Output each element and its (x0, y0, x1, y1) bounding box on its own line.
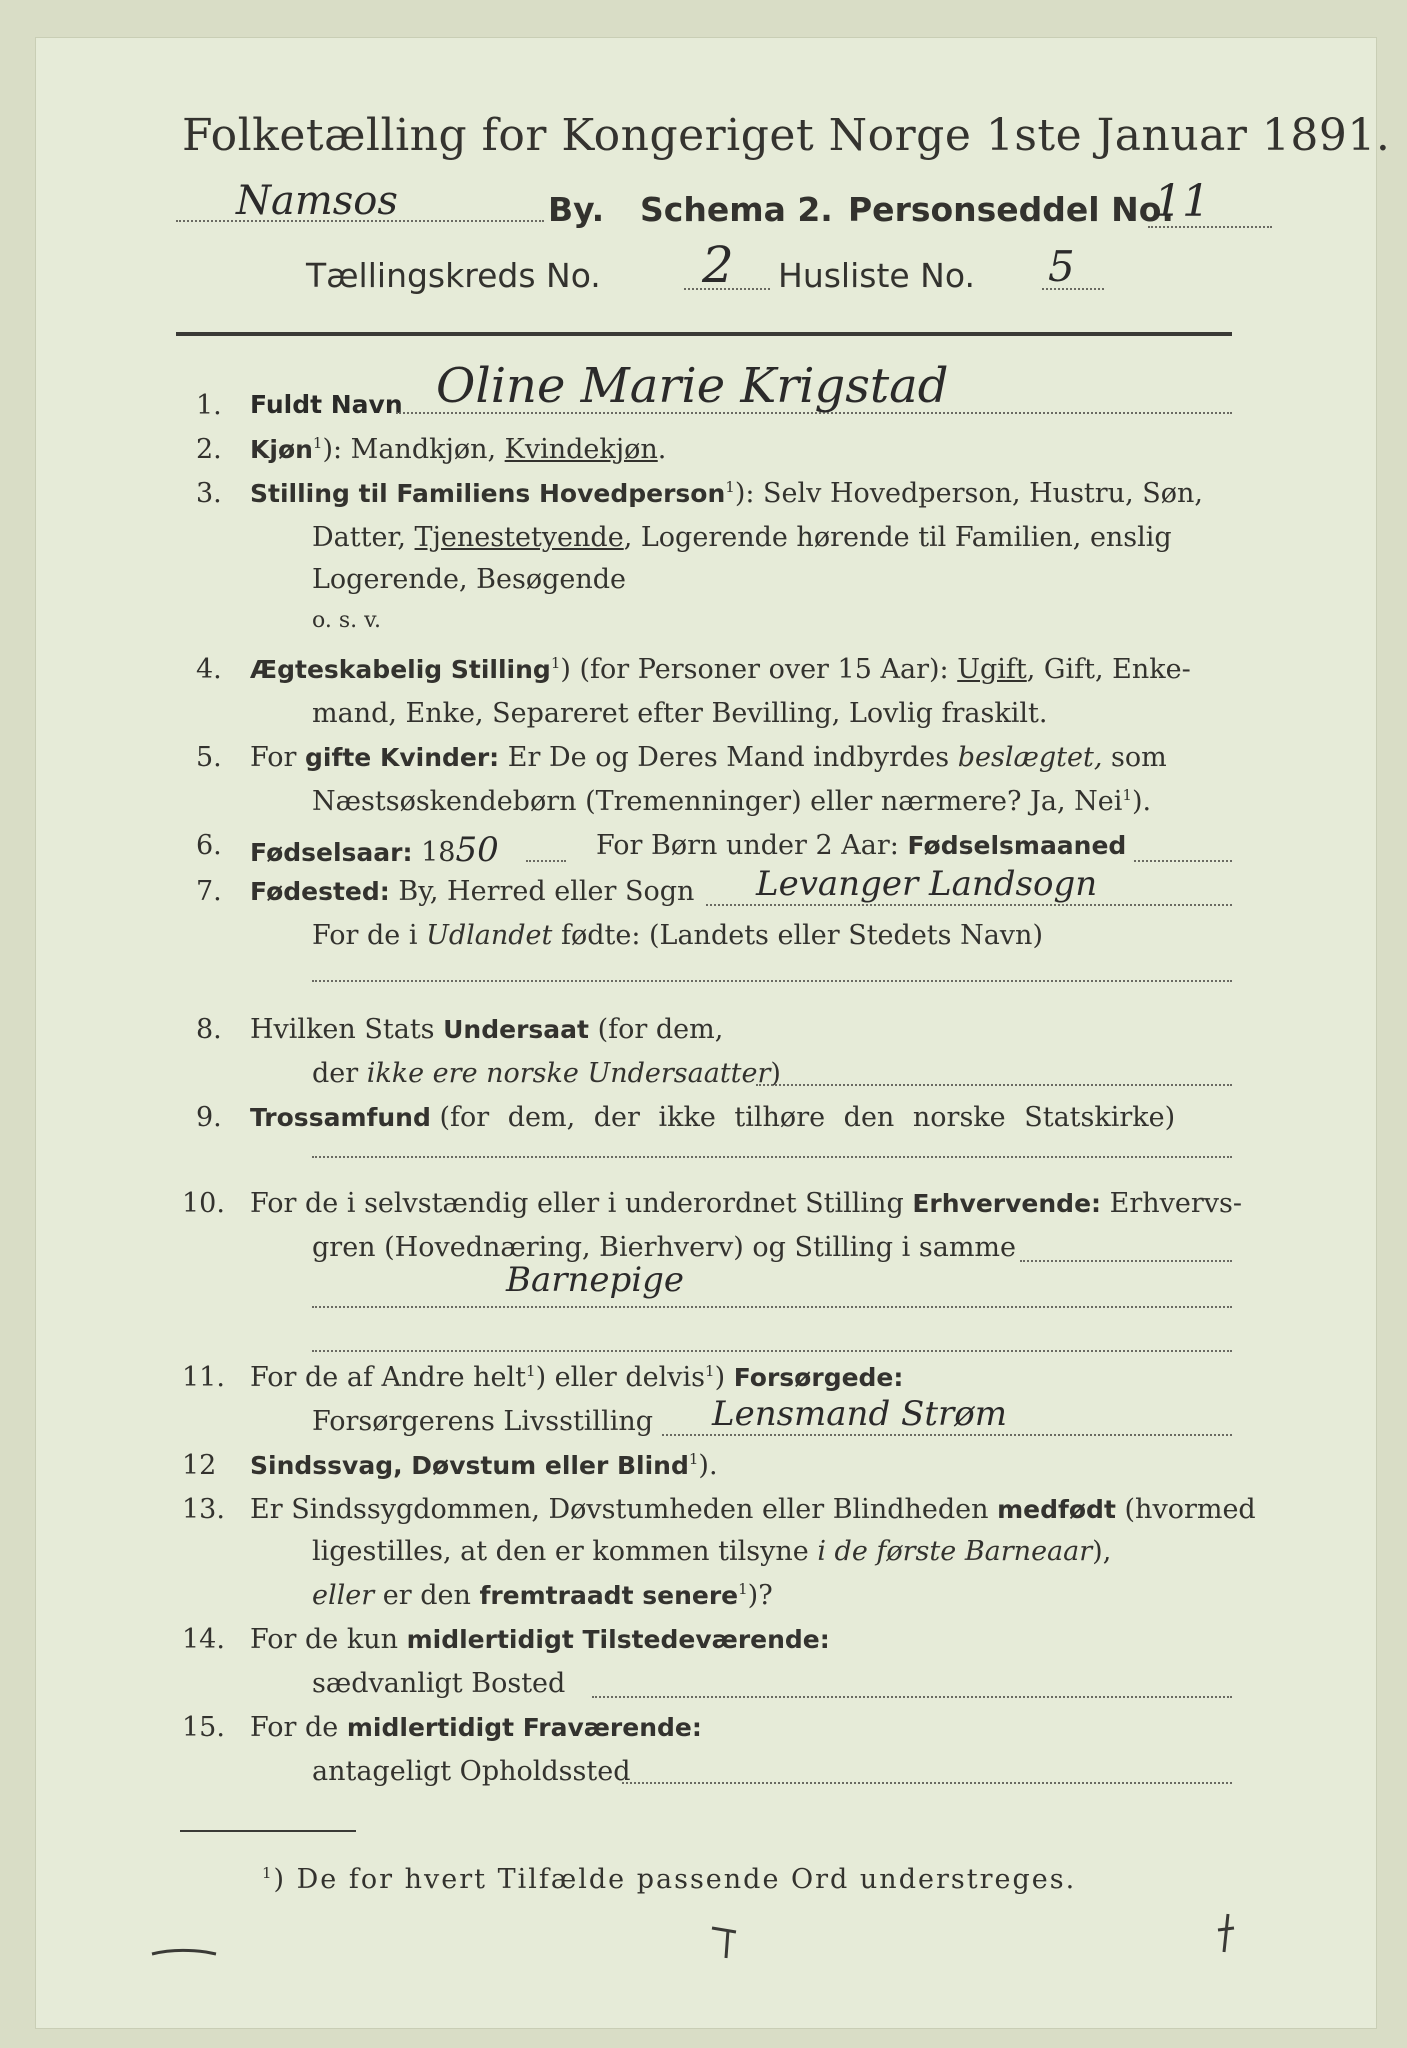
q11-footnote-mark-a: 1 (526, 1362, 536, 1380)
q6-label2: Fødselsmaaned (907, 831, 1127, 860)
q3-footnote-mark: 1 (725, 478, 735, 496)
q8-number: 8. (196, 1014, 222, 1045)
q11-line1 (250, 1362, 903, 1393)
footnote-text: ) De for hvert Tilfælde passende Ord understreges. (273, 1864, 1077, 1895)
header-divider (176, 332, 1232, 336)
q8-line2 (312, 1058, 781, 1089)
footnote-mark: 1 (262, 1864, 274, 1882)
q5-number: 5. (196, 742, 222, 773)
q5-pre: For (250, 742, 297, 773)
ink-mark-left (146, 1938, 226, 1968)
footnote (262, 1864, 1076, 1895)
q7-label: Fødested: (250, 877, 390, 906)
q7-line2-b: fødte: (Landets eller Stedets Navn) (560, 920, 1043, 951)
q9-rest: (for dem, der ikke tilhøre den norske Statskirke) (439, 1102, 1176, 1133)
q4-footnote-mark: 1 (550, 654, 561, 672)
form-title: Folketælling for Kongeriget Norge 1ste Januar 1891. (182, 110, 1391, 161)
q10-dotted-line-1 (1020, 1260, 1232, 1262)
q13-line3 (312, 1580, 773, 1611)
footnote-divider (180, 1830, 356, 1832)
q10-line1-a: For de i selvstændig eller i underordnet Stilling (250, 1188, 904, 1219)
q2-footnote-mark: 1 (312, 434, 323, 452)
q8-dotted-line (756, 1084, 1232, 1086)
q4-label: Ægteskabelig Stilling (250, 655, 551, 684)
q13-line2-b: ), (1092, 1536, 1112, 1567)
q15-line1-a: For de (250, 1712, 339, 1743)
q6-label: Fødselsaar: (250, 838, 413, 867)
q2-line (250, 434, 666, 465)
q11-footnote-mark-b: 1 (705, 1362, 715, 1380)
q9-number: 9. (196, 1102, 222, 1133)
q13-line2-a: ligestilles, at den er kommen tilsyne (312, 1536, 809, 1567)
q4-line1 (250, 654, 1191, 685)
q7-line2-a: For de i (312, 920, 418, 951)
q11-line1-a: For de af Andre helt (250, 1362, 527, 1393)
q5-label: gifte Kvinder: (305, 743, 500, 772)
q15-dotted-line (622, 1782, 1232, 1784)
q14-label: midlertidigt Tilstedeværende: (406, 1625, 830, 1654)
q11-line1-c: ) (714, 1362, 726, 1393)
q1-answer-handwritten: Oline Marie Krigstad (436, 358, 949, 414)
q7-answer-handwritten: Levanger Landsogn (756, 864, 1098, 904)
q9-line (250, 1102, 1175, 1133)
q7-abroad-dotted-line (312, 980, 1232, 982)
q10-label: Erhvervende: (912, 1189, 1102, 1218)
by-label: By. (548, 190, 605, 229)
q6-year-dotted-line (526, 860, 566, 862)
q5-footnote-mark: 1 (1122, 786, 1132, 804)
q3-line3: Logerende, Besøgende (312, 564, 626, 595)
q14-dotted-line (592, 1696, 1232, 1698)
q3-line1-rest: ): Selv Hovedperson, Hustru, Søn, (734, 478, 1203, 509)
ink-mark-center (706, 1918, 746, 1968)
q10-line1 (250, 1188, 1242, 1219)
q10-line1-b: Erhvervs- (1109, 1188, 1243, 1219)
q14-number: 14. (182, 1624, 225, 1655)
q10-answer-handwritten: Barnepige (506, 1260, 685, 1300)
q10-dotted-line-2 (312, 1306, 1232, 1308)
q2-rest: ): Mandkjøn, (322, 434, 497, 465)
q13-line3-end: )? (747, 1580, 773, 1611)
q13-label2: fremtraadt senere (479, 1581, 739, 1610)
q12-label: Sindssvag, Døvstum eller Blind (250, 1451, 689, 1480)
q6-year-prefix: 18 (421, 837, 456, 868)
q13-line1-b: (hvormed (1124, 1494, 1256, 1525)
q15-line2: antageligt Opholdssted (312, 1756, 631, 1787)
q6-number: 6. (196, 830, 222, 861)
q5-line1-rest: Er De og Deres Mand indbyrdes (507, 742, 950, 773)
q5-line2-text: Næstsøskendebørn (Tremenninger) eller nærmere? Ja, Nei (312, 786, 1123, 817)
q7-number: 7. (196, 876, 222, 907)
q14-line1-a: For de kun (250, 1624, 398, 1655)
q9-label: Trossamfund (250, 1103, 431, 1132)
personseddel-number: 11 (1154, 176, 1210, 227)
q2-number: 2. (196, 434, 222, 465)
q13-line1 (250, 1494, 1256, 1525)
q8-line1-a: Hvilken Stats (250, 1014, 435, 1045)
q7-line2 (312, 920, 1043, 951)
q4-number: 4. (196, 654, 222, 685)
q5-line2-end: ). (1131, 786, 1152, 817)
q12-line (250, 1450, 718, 1481)
q6-line-mid (596, 830, 1126, 861)
q8-line1-b: (for dem, (597, 1014, 724, 1045)
q4-line2: mand, Enke, Separeret efter Bevilling, Lovlig fraskilt. (312, 698, 1048, 729)
q1-label: Fuldt Navn (250, 390, 403, 419)
q14-line1 (250, 1624, 830, 1655)
q10-dotted-line-3 (312, 1350, 1232, 1352)
q7-line2-italic: Udlandet (426, 920, 553, 951)
q3-line2-a: Datter, (312, 522, 406, 553)
q11-answer-handwritten: Lensmand Strøm (712, 1394, 1007, 1434)
q7-line1-rest: By, Herred eller Sogn (398, 876, 695, 907)
q2-label: Kjøn (250, 435, 313, 464)
q5-italic-word: beslægtet, (957, 742, 1103, 773)
q5-line2 (312, 786, 1151, 817)
q11-dotted-line (662, 1434, 1232, 1436)
q4-line1-rest: ) (for Personer over 15 Aar): (560, 654, 949, 685)
q14-line2: sædvanligt Bosted (312, 1668, 566, 1699)
q2-end: . (657, 434, 667, 465)
q13-footnote-mark: 1 (738, 1580, 748, 1598)
q3-label: Stilling til Familiens Hovedperson (250, 479, 726, 508)
q7-dotted-line (706, 904, 1232, 906)
husliste-number: 5 (1048, 242, 1075, 291)
q11-label: Forsørgede: (733, 1363, 904, 1392)
q15-line1 (250, 1712, 702, 1743)
q6-year-answer-handwritten: 50 (455, 830, 499, 870)
q12-footnote-mark: 1 (688, 1450, 699, 1468)
kreds-number: 2 (702, 236, 734, 294)
q8-label: Undersaat (443, 1015, 589, 1044)
q6-mid: For Børn under 2 Aar: (596, 830, 899, 861)
q6-month-dotted-line (1134, 860, 1232, 862)
q4-selected-option: Ugift (957, 654, 1027, 685)
q9-dotted-line (312, 1156, 1232, 1158)
q10-line2: gren (Hovednæring, Bierhverv) og Stilling i samme (312, 1232, 1017, 1263)
q11-number: 11. (182, 1362, 225, 1393)
husliste-label: Husliste No. (778, 256, 975, 295)
q13-line2 (312, 1536, 1111, 1567)
q11-line1-b: ) eller delvis (535, 1362, 706, 1393)
town-name-handwritten: Namsos (236, 178, 398, 224)
q3-line2-b: , Logerende hørende til Familien, enslig (623, 522, 1172, 553)
personseddel-label: Personseddel No. (848, 190, 1174, 229)
q8-line1 (250, 1014, 723, 1045)
q3-selected-option: Tjenestetyende (414, 522, 624, 553)
q3-number: 3. (196, 478, 222, 509)
ink-mark-right (1212, 1908, 1242, 1958)
q13-number: 13. (182, 1494, 225, 1525)
q6-line (250, 830, 499, 870)
schema-label: Schema 2. (640, 190, 833, 229)
q8-line2-italic: ikke ere norske Undersaatter (366, 1058, 771, 1089)
q2-selected-option: Kvindekjøn (504, 434, 658, 465)
q8-line2-a: der (312, 1058, 359, 1089)
q7-line1 (250, 876, 694, 907)
q10-number: 10. (182, 1188, 225, 1219)
q8-line2-b: ) (770, 1058, 781, 1089)
q5-line1-end: som (1111, 742, 1167, 773)
q12-number: 12 (182, 1450, 217, 1481)
q3-line4: o. s. v. (312, 608, 381, 633)
q11-line2: Forsørgerens Livsstilling (312, 1406, 654, 1437)
q13-line1-a: Er Sindssygdommen, Døvstumheden eller Blindheden (250, 1494, 989, 1525)
census-form-sheet (36, 38, 1391, 2028)
q13-label: medfødt (997, 1495, 1116, 1524)
q13-line3-italic: eller (312, 1580, 375, 1611)
q15-label: midlertidigt Fraværende: (346, 1713, 702, 1742)
q1-number: 1. (196, 390, 222, 421)
q5-line1 (250, 742, 1167, 773)
q13-line2-italic: i de første Barneaar (817, 1536, 1093, 1567)
q12-end: ). (698, 1450, 718, 1481)
kreds-label: Tællingskreds No. (306, 256, 601, 295)
q15-number: 15. (182, 1712, 225, 1743)
q4-line1-end: , Gift, Enke- (1026, 654, 1191, 685)
q13-line3-a: er den (382, 1580, 471, 1611)
q3-line2 (312, 522, 1172, 553)
q3-line1 (250, 478, 1203, 509)
